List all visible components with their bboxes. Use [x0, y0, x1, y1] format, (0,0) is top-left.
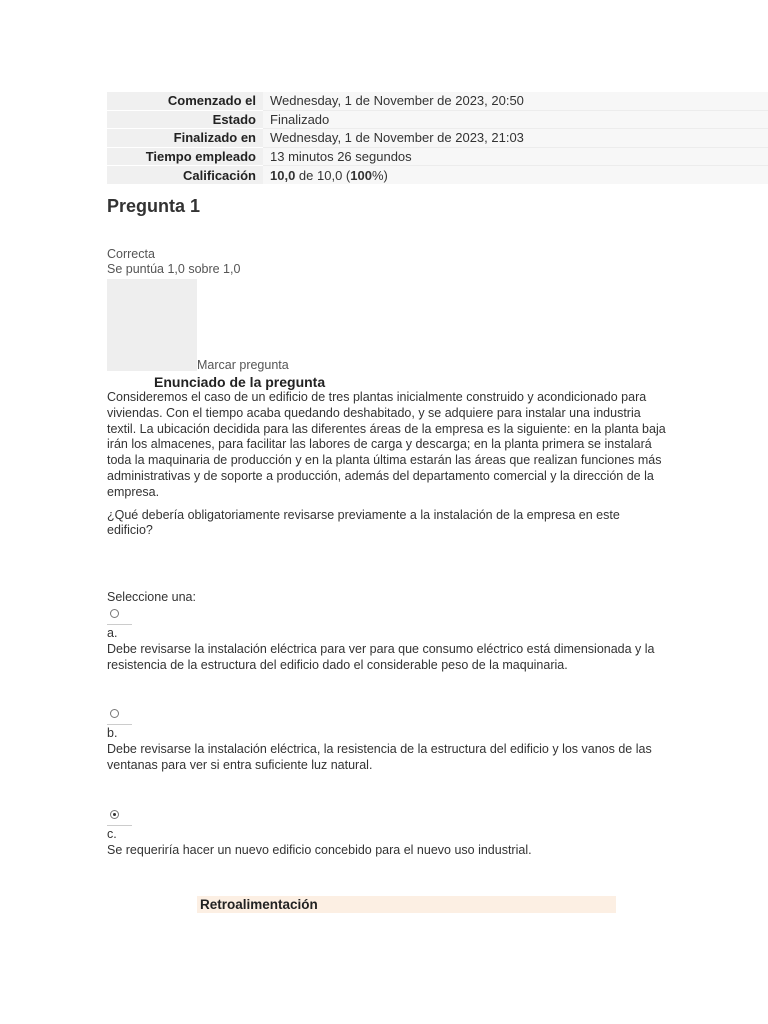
radio-button-a[interactable]	[110, 609, 119, 618]
grade-score: 10,0	[270, 167, 296, 183]
option-letter: c.	[107, 827, 117, 841]
summary-grade-value	[263, 166, 768, 185]
flag-question-box[interactable]	[107, 279, 197, 371]
summary-value: 13 minutos 26 segundos	[263, 147, 768, 166]
summary-value: Wednesday, 1 de November de 2023, 20:50	[263, 92, 768, 111]
radio-button-b[interactable]	[110, 709, 119, 718]
question-title: Pregunta 1	[107, 196, 201, 216]
option-text: Debe revisarse la instalación eléctrica para ver para que consumo eléctrico está dimensionada y la resistencia de la estructura del edificio dado el considerable peso de la maquinaria.	[107, 641, 655, 672]
question-points: Se puntúa 1,0 sobre 1,0	[107, 262, 241, 276]
summary-value: Wednesday, 1 de November de 2023, 21:03	[263, 129, 768, 148]
summary-row-started	[107, 92, 768, 111]
summary-label: Comenzado el	[107, 92, 263, 111]
summary-row-time-taken	[107, 147, 768, 166]
feedback-heading: Retroalimentación	[197, 896, 616, 913]
summary-label: Estado	[107, 110, 263, 129]
option-letter: b.	[107, 726, 118, 740]
select-one-label: Seleccione una:	[107, 590, 196, 604]
summary-label: Finalizado en	[107, 129, 263, 148]
question-prompt: ¿Qué debería obligatoriamente revisarse previamente a la instalación de la empresa en este edificio?	[107, 507, 620, 538]
question-status	[107, 247, 240, 277]
question-state: Correcta	[107, 247, 155, 261]
answer-option-c[interactable]	[107, 807, 667, 859]
radio-row	[107, 807, 132, 826]
radio-row	[107, 606, 132, 625]
question-paragraph: Consideremos el caso de un edificio de tres plantas inicialmente construido y acondicionado para viviendas. Con el tiempo acaba quedando deshabitado, y se adquiere para instalar una industria textil. La ubicación decidida para las diferentes áreas de la empresa es la siguiente: en la planta baja irán los almacenes, para facilitar las labores de carga y descarga; en la planta primera se instalará toda la maquinaria de producción y en la planta última estarán las áreas que realizan funciones más administrativas y de soporte a producción, además del departamento comercial y la dirección de la empresa.	[107, 390, 666, 499]
radio-button-c-selected[interactable]	[110, 810, 119, 819]
option-letter: a.	[107, 626, 118, 640]
flag-question-link[interactable]: Marcar pregunta	[197, 358, 289, 372]
summary-label: Tiempo empleado	[107, 147, 263, 166]
summary-label: Calificación	[107, 166, 263, 185]
radio-row	[107, 706, 132, 725]
option-text: Se requeriría hacer un nuevo edificio concebido para el nuevo uso industrial.	[107, 842, 532, 857]
question-statement-title: Enunciado de la pregunta	[154, 374, 326, 390]
grade-close-text: %)	[371, 167, 388, 183]
summary-row-state	[107, 110, 768, 129]
answer-option-a[interactable]	[107, 606, 667, 673]
grade-of-text: de 10,0 (	[295, 167, 351, 183]
summary-value: Finalizado	[263, 110, 768, 129]
option-text: Debe revisarse la instalación eléctrica, la resistencia de la estructura del edificio y los vanos de las ventanas para ver si entra suficiente luz natural.	[107, 741, 652, 772]
summary-row-finished	[107, 129, 768, 148]
grade-percent: 100	[350, 167, 372, 183]
attempt-summary-table	[107, 91, 768, 184]
answer-option-b[interactable]	[107, 706, 667, 773]
summary-row-grade	[107, 166, 768, 185]
question-text	[107, 390, 667, 546]
